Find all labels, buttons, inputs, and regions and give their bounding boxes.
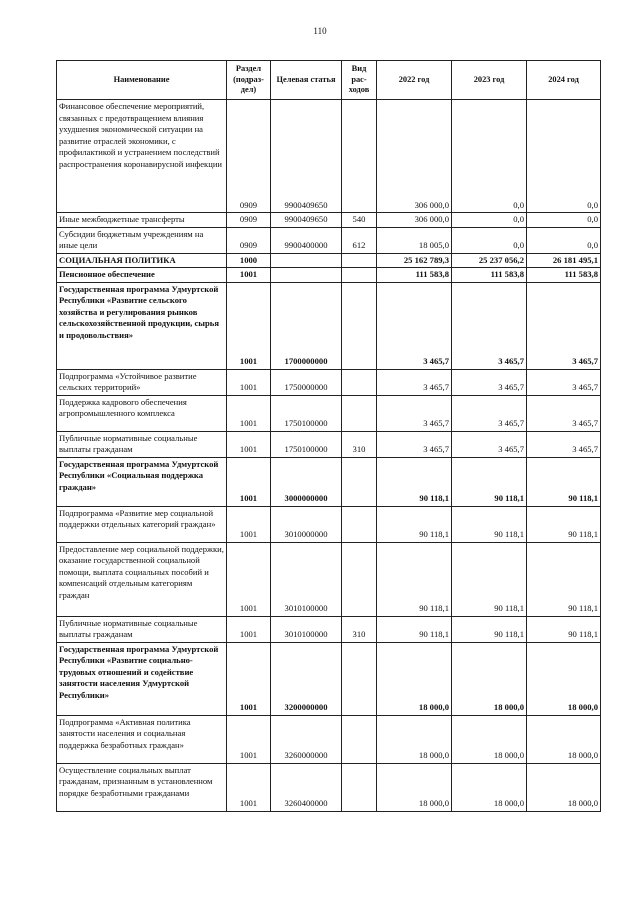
row-2024: 18 000,0 — [527, 715, 601, 763]
row-2023: 18 000,0 — [452, 642, 527, 715]
row-section: 1001 — [227, 395, 271, 431]
row-kind — [342, 763, 377, 811]
row-target — [271, 253, 342, 268]
row-2023: 3 465,7 — [452, 395, 527, 431]
header-target: Целевая статья — [271, 61, 342, 100]
row-target — [271, 268, 342, 283]
row-name: Осуществление социальных выплат гражданам, признанным в установленном порядке безработными гражданами — [57, 763, 227, 811]
row-target: 1750100000 — [271, 431, 342, 457]
row-name: Финансовое обеспечение мероприятий, связанных с предотвращением влияния ухудшения экономической ситуации на развитие отраслей экономики, с профилактикой и устранением последствий распространения коронавирусной инфекции — [57, 100, 227, 213]
table-row — [57, 253, 601, 268]
row-2024: 3 465,7 — [527, 395, 601, 431]
table-row — [57, 616, 601, 642]
row-section: 0909 — [227, 227, 271, 253]
row-2022: 90 118,1 — [377, 506, 452, 542]
row-name: Предоставление мер социальной поддержки, оказание государственной социальной помощи, выплата социальных пособий и компенсаций отдельным категориям граждан — [57, 542, 227, 616]
row-2023: 90 118,1 — [452, 506, 527, 542]
row-2024: 0,0 — [527, 227, 601, 253]
row-target: 3000000000 — [271, 457, 342, 506]
header-2022: 2022 год — [377, 61, 452, 100]
row-2022: 90 118,1 — [377, 542, 452, 616]
row-name: Публичные нормативные социальные выплаты гражданам — [57, 616, 227, 642]
row-kind — [342, 369, 377, 395]
row-2024: 3 465,7 — [527, 282, 601, 369]
row-name: Государственная программа Удмуртской Республики «Развитие сельского хозяйства и регулирования рынков сельскохозяйственной продукции, сырья и продовольствия» — [57, 282, 227, 369]
header-kind: Вид рас-ходов — [342, 61, 377, 100]
row-section: 0909 — [227, 213, 271, 228]
row-2022: 18 000,0 — [377, 715, 452, 763]
row-kind — [342, 100, 377, 213]
row-target: 9900409650 — [271, 213, 342, 228]
row-2023: 90 118,1 — [452, 542, 527, 616]
table-row — [57, 213, 601, 228]
table-row — [57, 457, 601, 506]
table-row — [57, 227, 601, 253]
row-target: 3010000000 — [271, 506, 342, 542]
row-2022: 111 583,8 — [377, 268, 452, 283]
row-target: 9900400000 — [271, 227, 342, 253]
row-section: 1001 — [227, 763, 271, 811]
row-2024: 111 583,8 — [527, 268, 601, 283]
row-name: Государственная программа Удмуртской Республики «Развитие социально-трудовых отношений и содействие занятости населения Удмуртской Республики» — [57, 642, 227, 715]
row-target: 9900409650 — [271, 100, 342, 213]
row-name: Публичные нормативные социальные выплаты гражданам — [57, 431, 227, 457]
row-target: 3010100000 — [271, 542, 342, 616]
row-2024: 18 000,0 — [527, 642, 601, 715]
row-kind: 540 — [342, 213, 377, 228]
row-section: 1001 — [227, 616, 271, 642]
row-2023: 90 118,1 — [452, 616, 527, 642]
row-name: Иные межбюджетные трансферты — [57, 213, 227, 228]
row-name: Подпрограмма «Устойчивое развитие сельских территорий» — [57, 369, 227, 395]
row-section: 0909 — [227, 100, 271, 213]
row-name: Государственная программа Удмуртской Республики «Социальная поддержка граждан» — [57, 457, 227, 506]
row-2023: 0,0 — [452, 227, 527, 253]
row-kind: 310 — [342, 616, 377, 642]
table-row — [57, 715, 601, 763]
row-section: 1001 — [227, 457, 271, 506]
row-target: 1700000000 — [271, 282, 342, 369]
row-2022: 3 465,7 — [377, 395, 452, 431]
row-2022: 3 465,7 — [377, 431, 452, 457]
row-section: 1001 — [227, 506, 271, 542]
row-2024: 3 465,7 — [527, 369, 601, 395]
header-name: Наименование — [57, 61, 227, 100]
budget-table — [56, 60, 601, 812]
row-2024: 90 118,1 — [527, 616, 601, 642]
row-kind — [342, 395, 377, 431]
row-target: 1750100000 — [271, 395, 342, 431]
row-name: Подпрограмма «Активная политика занятости населения и социальная поддержка безработных граждан» — [57, 715, 227, 763]
row-2024: 90 118,1 — [527, 506, 601, 542]
row-2024: 3 465,7 — [527, 431, 601, 457]
row-kind — [342, 282, 377, 369]
row-2022: 18 000,0 — [377, 642, 452, 715]
row-2024: 90 118,1 — [527, 457, 601, 506]
row-name: СОЦИАЛЬНАЯ ПОЛИТИКА — [57, 253, 227, 268]
row-section: 1001 — [227, 431, 271, 457]
row-name: Пенсионное обеспечение — [57, 268, 227, 283]
row-2023: 111 583,8 — [452, 268, 527, 283]
table-row — [57, 431, 601, 457]
row-2022: 306 000,0 — [377, 100, 452, 213]
row-2023: 3 465,7 — [452, 431, 527, 457]
table-row — [57, 268, 601, 283]
row-kind — [342, 715, 377, 763]
page-number: 110 — [313, 26, 327, 36]
row-section: 1001 — [227, 268, 271, 283]
table-header-row — [57, 61, 601, 100]
row-target: 3200000000 — [271, 642, 342, 715]
table-row — [57, 542, 601, 616]
table-row — [57, 100, 601, 213]
row-section: 1001 — [227, 542, 271, 616]
row-2023: 0,0 — [452, 100, 527, 213]
row-2023: 3 465,7 — [452, 282, 527, 369]
row-target: 1750000000 — [271, 369, 342, 395]
row-2024: 18 000,0 — [527, 763, 601, 811]
row-name: Подпрограмма «Развитие мер социальной поддержки отдельных категорий граждан» — [57, 506, 227, 542]
table-row — [57, 395, 601, 431]
row-2022: 306 000,0 — [377, 213, 452, 228]
row-kind — [342, 253, 377, 268]
row-2024: 90 118,1 — [527, 542, 601, 616]
row-kind — [342, 268, 377, 283]
table-row — [57, 282, 601, 369]
header-2024: 2024 год — [527, 61, 601, 100]
header-2023: 2023 год — [452, 61, 527, 100]
row-2023: 25 237 056,2 — [452, 253, 527, 268]
row-target: 3260400000 — [271, 763, 342, 811]
row-2022: 18 005,0 — [377, 227, 452, 253]
row-section: 1001 — [227, 369, 271, 395]
table-row — [57, 369, 601, 395]
row-2024: 0,0 — [527, 213, 601, 228]
header-section: Раздел (подраз-дел) — [227, 61, 271, 100]
row-section: 1001 — [227, 715, 271, 763]
row-2022: 25 162 789,3 — [377, 253, 452, 268]
row-name: Субсидии бюджетным учреждениям на иные цели — [57, 227, 227, 253]
row-name: Поддержка кадрового обеспечения агропромышленного комплекса — [57, 395, 227, 431]
table-row — [57, 763, 601, 811]
row-2023: 18 000,0 — [452, 763, 527, 811]
row-kind: 310 — [342, 431, 377, 457]
row-target: 3260000000 — [271, 715, 342, 763]
row-2022: 90 118,1 — [377, 616, 452, 642]
table-row — [57, 642, 601, 715]
table-row — [57, 506, 601, 542]
row-target: 3010100000 — [271, 616, 342, 642]
row-2023: 90 118,1 — [452, 457, 527, 506]
row-section: 1001 — [227, 282, 271, 369]
row-section: 1001 — [227, 642, 271, 715]
row-2023: 18 000,0 — [452, 715, 527, 763]
row-2024: 26 181 495,1 — [527, 253, 601, 268]
row-section: 1000 — [227, 253, 271, 268]
row-kind — [342, 642, 377, 715]
row-2023: 3 465,7 — [452, 369, 527, 395]
row-kind — [342, 506, 377, 542]
row-kind — [342, 542, 377, 616]
row-2024: 0,0 — [527, 100, 601, 213]
row-2022: 3 465,7 — [377, 282, 452, 369]
row-2023: 0,0 — [452, 213, 527, 228]
row-2022: 3 465,7 — [377, 369, 452, 395]
row-kind: 612 — [342, 227, 377, 253]
row-kind — [342, 457, 377, 506]
row-2022: 90 118,1 — [377, 457, 452, 506]
row-2022: 18 000,0 — [377, 763, 452, 811]
